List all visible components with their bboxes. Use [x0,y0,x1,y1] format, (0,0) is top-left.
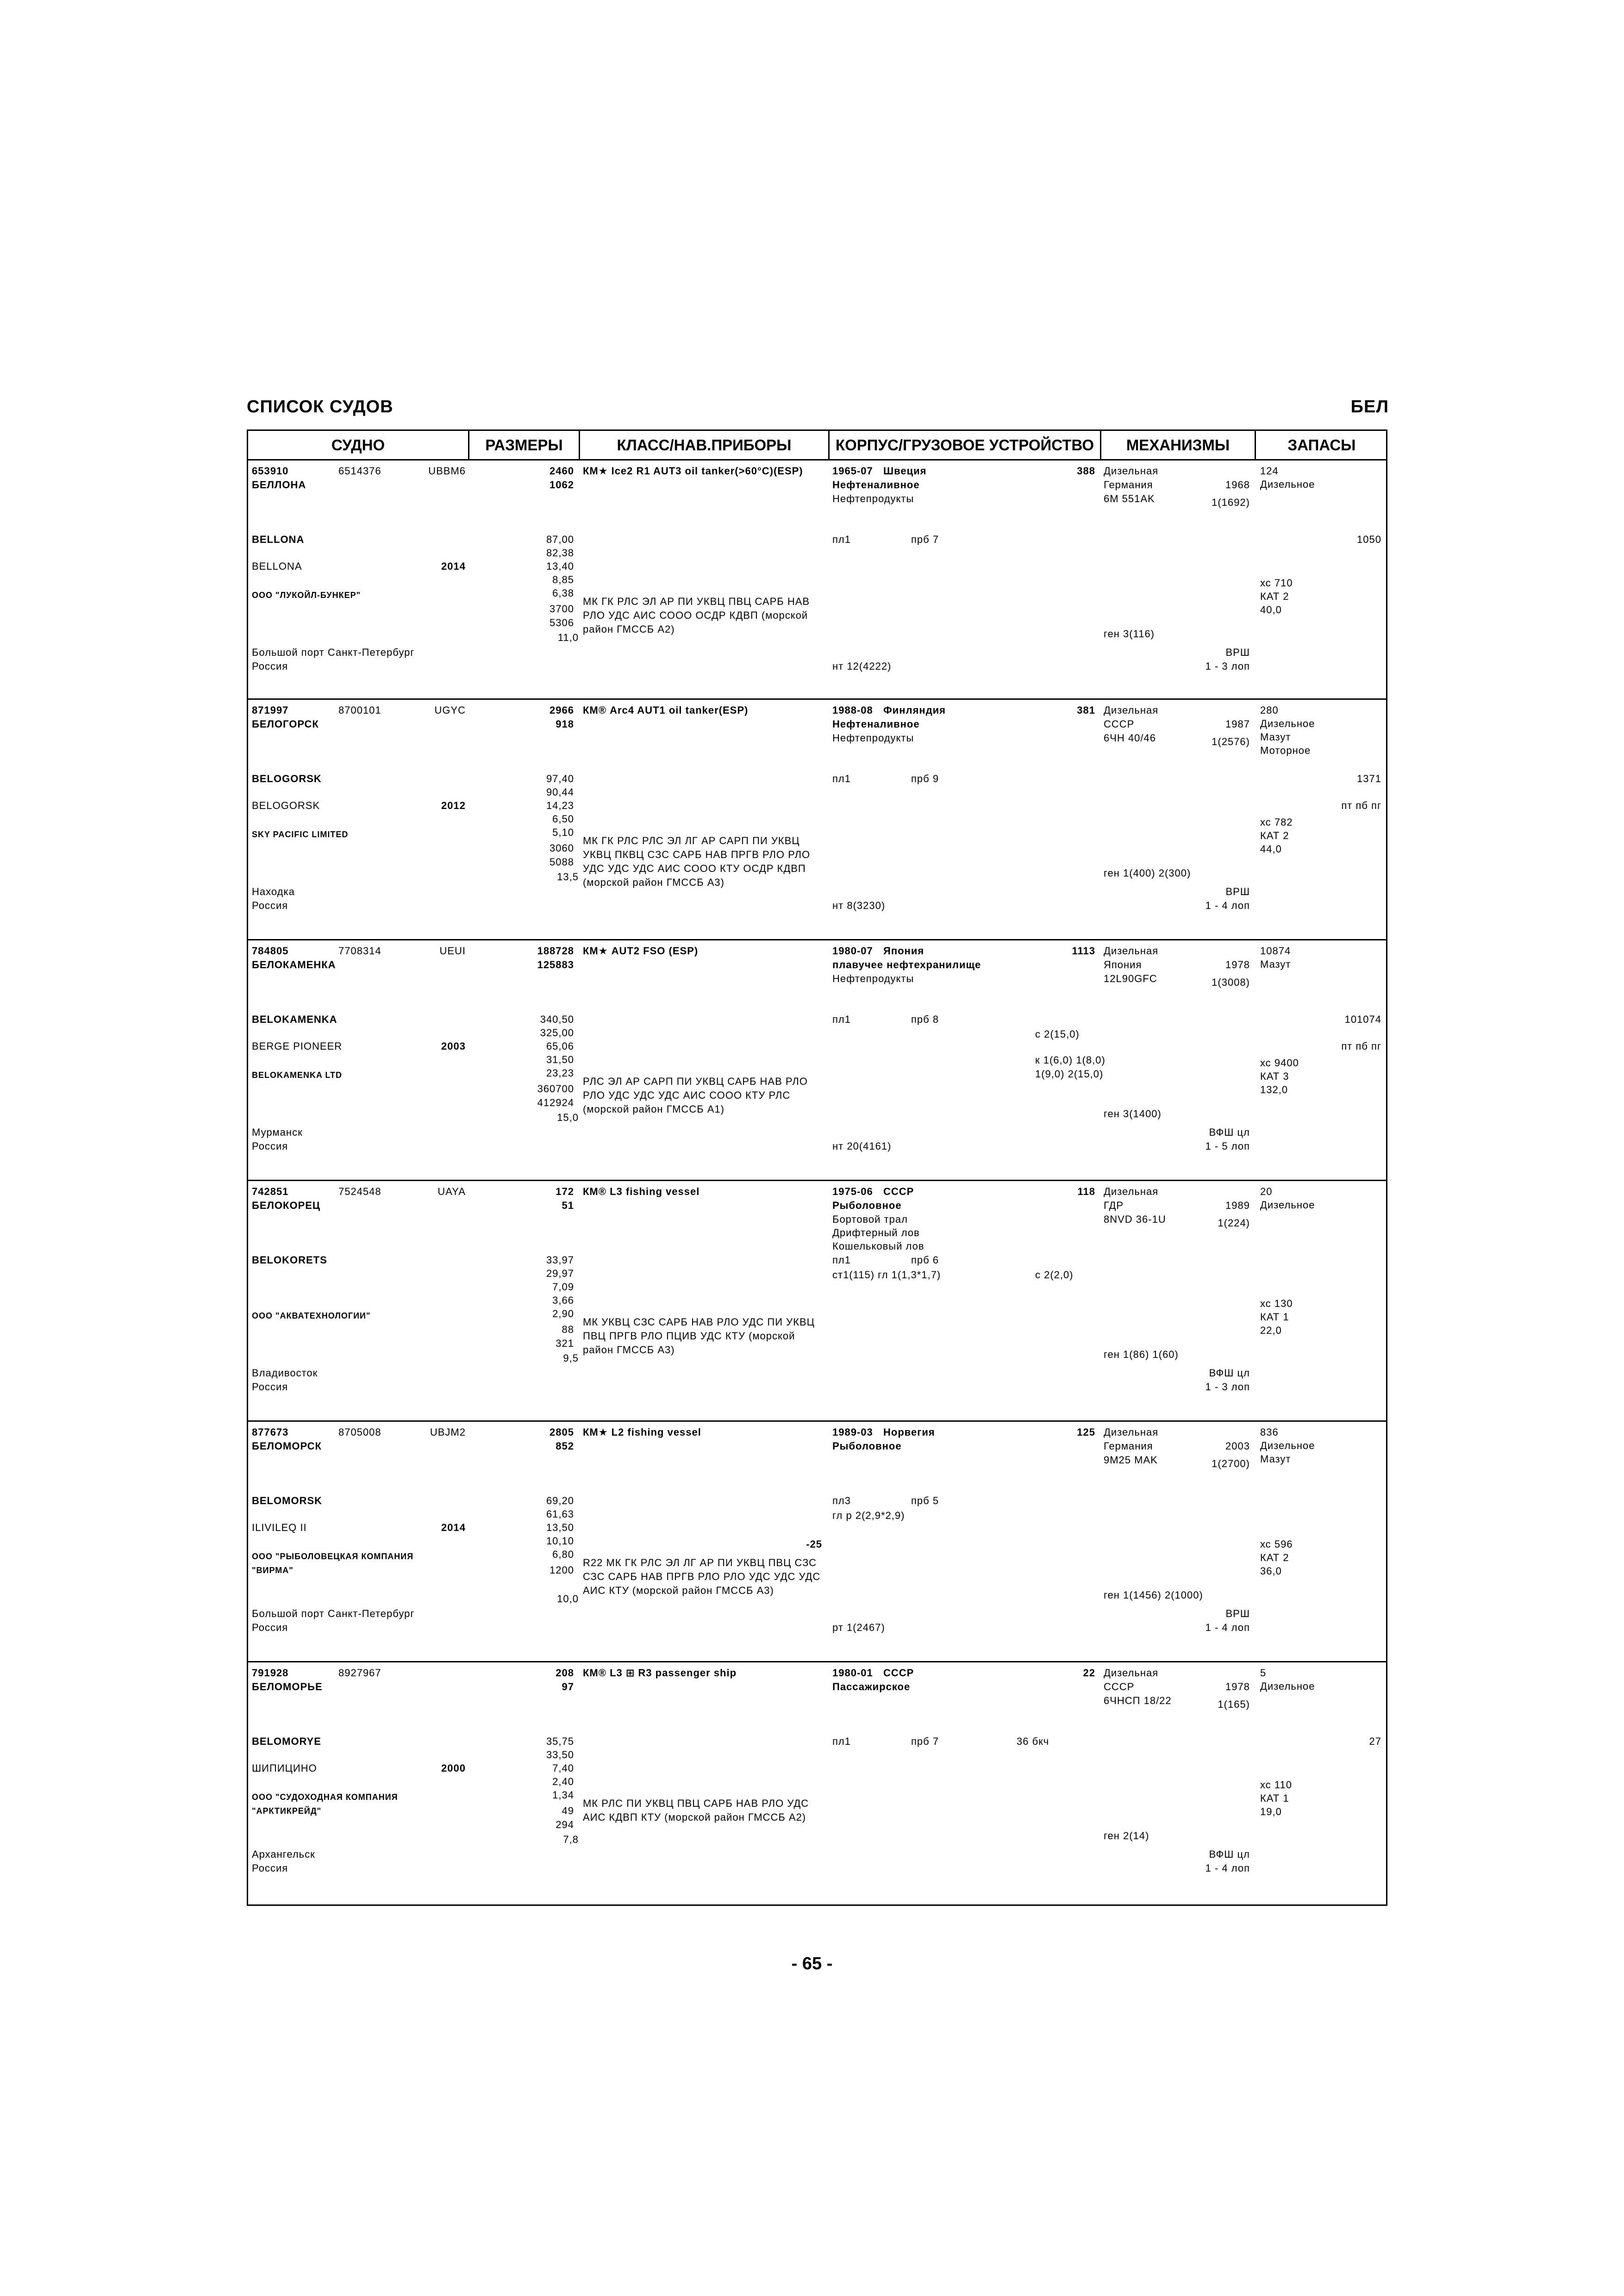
stores: КАТ 1 [1260,1792,1289,1804]
net-tonnage: 97 [562,1681,574,1692]
build-date: 1988-08 [832,704,873,716]
deadweight: 3700 [550,603,574,615]
hull-number: 118 [1077,1186,1095,1197]
holds: прб 7 [911,534,939,545]
cargo-item: Кошельковый лов [832,1240,924,1252]
stores: КАТ 2 [1260,1552,1289,1563]
stores: Мазут [1260,1453,1291,1465]
vessel-type: Рыболовное [832,1200,902,1211]
stores: КАТ 2 [1260,830,1289,841]
stores: 40,0 [1260,604,1282,616]
vessel-entry [248,460,1386,700]
vessel-name-lat: BELOGORSK [252,773,322,784]
vessel-entry [248,1662,1386,1906]
cranes: с 2(15,0) [1035,1028,1080,1040]
former-name: ШИПИЦИНО [252,1762,317,1774]
stores: 22,0 [1260,1325,1282,1336]
reg-number: 784805 [252,945,289,957]
propeller: 1 - 3 лоп [1205,660,1250,672]
hull-number: 22 [1083,1667,1095,1679]
nav-equipment: R22 МК ГК РЛС ЭЛ ЛГ АР ПИ УКВЦ ПВЦ СЗС СЗС САРБ НАВ ПРГВ РЛО РЛО УДС УДС УДС АИС КТУ (морской район ГМССБ А3) [583,1557,821,1596]
stores: пт пб пг [1341,800,1381,811]
speed: 10,0 [557,1593,579,1605]
nav-equipment: МК ГК РЛС ЭЛ АР ПИ УКВЦ ПВЦ САРБ НАВ РЛО УДС АИС СООО ОСДР КДВП (морской район ГМССБ А2) [583,596,810,635]
stores: 132,0 [1260,1084,1288,1095]
build-country: Швеция [883,465,927,477]
build-date: 1975-06 [832,1186,873,1197]
former-year: 2014 [441,1522,466,1533]
dimension: 325,00 [540,1027,574,1039]
section-label: БЕЛ [1350,397,1389,417]
engine-year: 1989 [1225,1200,1250,1211]
vessel-name-ru: БЕЛОКАМЕНКА [252,959,336,971]
stores: 10874 [1260,945,1291,957]
nav-equipment: РЛС ЭЛ АР САРП ПИ УКВЦ САРБ НАВ РЛО РЛО УДС УДС УДС АИС СООО КТУ РЛС (морской район ГМССБ А1) [583,1076,808,1115]
vessel-entry [248,1181,1386,1422]
imo-number: 7524548 [338,1186,381,1197]
vessel-type: плавучее нефтехранилище [832,959,981,971]
propulsion: ВФШ цл [1209,1367,1250,1379]
stores: 19,0 [1260,1806,1282,1817]
displacement: 5306 [550,617,574,628]
gross-tonnage: 2966 [550,704,574,716]
engine-power: 1(2576) [1212,736,1250,747]
speed: 7,8 [563,1834,579,1845]
cranes: к 1(6,0) 1(8,0) [1035,1054,1106,1066]
propeller: 1 - 4 лоп [1205,1622,1250,1633]
engine-type: Дизельная [1104,945,1159,957]
imo-number: 8705008 [338,1426,381,1438]
imo-number: 8700101 [338,704,381,716]
net-tonnage: 1062 [550,479,574,491]
build-country: Япония [883,945,924,957]
class-notation: КМ® L3 fishing vessel [583,1186,700,1197]
dimension: 5,10 [552,827,574,838]
build-country: СССР [883,1186,914,1197]
country: Россия [252,1381,288,1393]
vessel-name-ru: БЕЛОГОРСК [252,718,319,730]
holds: прб 8 [911,1014,939,1025]
decks: пл3 [832,1495,851,1506]
owner: SKY PACIFIC LIMITED [252,830,349,839]
ship-register-table [247,429,1387,1906]
engine-country: СССР [1104,718,1135,730]
build-date: 1989-03 [832,1426,873,1438]
deadweight: 49 [562,1805,574,1817]
nav-equipment: МК РЛС ПИ УКВЦ ПВЦ САРБ НАВ РЛО УДС АИС КДВП КТУ (морской район ГМССБ А2) [583,1798,809,1823]
stores: хс 782 [1260,816,1293,828]
dimension: 14,23 [546,800,574,811]
engine-model: 12L90GFC [1104,973,1157,984]
ice-temp: -25 [806,1538,822,1550]
engine-year: 2003 [1225,1440,1250,1452]
decks: пл1 [832,1014,851,1025]
country: Россия [252,900,288,911]
generators: ген 3(116) [1104,628,1155,640]
call-sign: UAYA [437,1186,466,1197]
stores: 1371 [1357,773,1381,784]
decks: пл1 [832,1736,851,1747]
stores: КАТ 2 [1260,591,1289,602]
tanks: нт 8(3230) [832,900,886,911]
engine-power: 1(224) [1218,1217,1250,1229]
hull-number: 388 [1077,465,1095,477]
speed: 11,0 [557,632,579,643]
class-notation: КМ® L3 ⊞ R3 passenger ship [583,1667,737,1679]
reg-number: 653910 [252,465,289,477]
engine-model: 6ЧНСП 18/22 [1104,1695,1172,1706]
column-header: КЛАСС/НАВ.ПРИБОРЫ [617,436,792,454]
column-header: КОРПУС/ГРУЗОВОЕ УСТРОЙСТВО [835,436,1094,454]
engine-power: 1(1692) [1212,497,1250,508]
net-tonnage: 51 [562,1200,574,1211]
stores: 836 [1260,1426,1279,1438]
propulsion: ВФШ цл [1209,1126,1250,1138]
build-date: 1980-07 [832,945,873,957]
build-country: Норвегия [883,1426,935,1438]
decks: пл1 [832,773,851,784]
dimension: 3,66 [552,1294,574,1306]
former-year: 2012 [441,800,466,811]
engine-country: Германия [1104,1440,1153,1452]
home-port: Владивосток [252,1367,318,1379]
dimension: 31,50 [546,1054,574,1065]
dimension: 6,50 [552,813,574,825]
call-sign: UBBM6 [428,465,466,477]
generators: ген 3(1400) [1104,1108,1162,1120]
cranes: 1(9,0) 2(15,0) [1035,1068,1104,1080]
vessel-type: Нефтеналивное [832,479,920,491]
imo-number: 8927967 [338,1667,381,1679]
column-header: СУДНО [331,436,385,454]
stores: 124 [1260,465,1279,477]
dimension: 340,50 [540,1014,574,1025]
propeller: 1 - 4 лоп [1205,900,1250,911]
stores: Мазут [1260,731,1291,743]
build-date: 1965-07 [832,465,873,477]
speed: 9,5 [563,1352,579,1364]
engine-power: 1(2700) [1212,1458,1250,1469]
stores: Моторное [1260,745,1311,756]
dimension: 7,40 [552,1762,574,1774]
dimension: 29,97 [546,1268,574,1279]
imo-number: 6514376 [338,465,381,477]
engine-type: Дизельная [1104,704,1159,716]
gear-extra: ст1(115) гл 1(1,3*1,7) [832,1269,941,1281]
former-year: 2000 [441,1762,466,1774]
decks: пл1 [832,534,851,545]
tanks: рт 1(2467) [832,1622,885,1633]
stores: 101074 [1344,1014,1381,1025]
dimension: 13,50 [546,1522,574,1533]
vessel-name-lat: BELOKORETS [252,1254,327,1266]
owner: ООО "АКВАТЕХНОЛОГИИ" [252,1311,371,1320]
home-port: Мурманск [252,1126,303,1138]
vessel-entry [248,700,1386,940]
stores: Дизельное [1260,1680,1315,1692]
reg-number: 877673 [252,1426,289,1438]
former-name: BERGE PIONEER [252,1040,343,1052]
call-sign: UBJM2 [430,1426,466,1438]
cargo-item: Нефтепродукты [832,493,914,504]
speed: 15,0 [557,1112,579,1123]
cargo-item: Бортовой трал [832,1213,908,1225]
owner: ООО "ЛУКОЙЛ-БУНКЕР" [252,591,361,600]
owner: BELOKAMENKA LTD [252,1070,342,1080]
engine-model: 6M 551AK [1104,493,1155,504]
vessel-name-ru: БЕЛОКОРЕЦ [252,1200,320,1211]
owner: ООО "РЫБОЛОВЕЦКАЯ КОМПАНИЯ "ВИРМА" [252,1552,414,1575]
speed: 13,5 [557,871,579,883]
dimension: 87,00 [546,534,574,545]
displacement: 412924 [537,1097,574,1108]
nav-equipment: МК ГК РЛС РЛС ЭЛ ЛГ АР САРП ПИ УКВЦ УКВЦ ПКВЦ СЗС САРБ НАВ ПРГВ РЛО РЛО УДС УДС УДС АИС СООО КТУ ОСДР КДВП (морской район ГМССБ А3) [583,835,811,888]
stores: 20 [1260,1186,1273,1197]
propulsion: ВФШ цл [1209,1848,1250,1860]
country: Россия [252,660,288,672]
stores: 36,0 [1260,1565,1282,1577]
dimension: 8,85 [552,574,574,585]
nav-equipment: МК УКВЦ СЗС САРБ НАВ РЛО УДС ПИ УКВЦ ПВЦ ПРГВ РЛО ПЦИВ УДС КТУ (морской район ГМССБ А3) [583,1316,815,1356]
propulsion: ВРШ [1225,647,1250,658]
displacement: 321 [556,1338,574,1349]
stores: Дизельное [1260,718,1315,729]
page-number: - 65 - [791,1954,833,1973]
engine-type: Дизельная [1104,1426,1159,1438]
gross-tonnage: 2460 [550,465,574,477]
stores: Мазут [1260,958,1291,970]
holds: прб 6 [911,1254,939,1266]
stores: хс 9400 [1260,1057,1299,1069]
propulsion: ВРШ [1225,1608,1250,1619]
stores: КАТ 3 [1260,1070,1289,1082]
propeller: 1 - 4 лоп [1205,1862,1250,1874]
dimension: 2,40 [552,1776,574,1787]
stores: 280 [1260,704,1279,716]
hull-number: 1113 [1072,945,1095,957]
stores: 27 [1369,1736,1381,1747]
vessel-name-ru: БЕЛОМОРЬЕ [252,1681,323,1692]
home-port: Находка [252,886,295,897]
generators: ген 1(86) 1(60) [1104,1349,1179,1360]
passengers: 36 бкч [1017,1736,1049,1747]
stores: пт пб пг [1341,1040,1381,1052]
column-header: МЕХАНИЗМЫ [1126,436,1230,454]
dimension: 1,34 [552,1789,574,1801]
engine-type: Дизельная [1104,1186,1159,1197]
deadweight: 360700 [537,1083,574,1095]
engine-model: 9M25 MAK [1104,1454,1158,1466]
owner: ООО "СУДОХОДНАЯ КОМПАНИЯ "АРКТИКРЕЙД" [252,1792,398,1816]
engine-type: Дизельная [1104,1667,1159,1679]
country: Россия [252,1140,288,1152]
reg-number: 791928 [252,1667,289,1679]
vessel-name-lat: BELOMORSK [252,1495,322,1506]
vessel-name-lat: BELOMORYE [252,1736,321,1747]
vessel-name-lat: BELOKAMENKA [252,1014,337,1025]
vessel-entry [248,1422,1386,1662]
engine-year: 1978 [1225,959,1250,971]
engine-country: Германия [1104,479,1153,491]
stores: Дизельное [1260,479,1315,490]
class-notation: КМ★ L2 fishing vessel [583,1426,701,1438]
build-country: Финляндия [883,704,946,716]
engine-power: 1(165) [1218,1699,1250,1710]
reg-number: 742851 [252,1186,289,1197]
stores: Дизельное [1260,1440,1315,1451]
former-year: 2014 [441,560,466,572]
class-notation: КМ★ Ice2 R1 AUT3 oil tanker(>60°C)(ESP) [583,465,803,477]
gross-tonnage: 172 [556,1186,574,1197]
dimension: 90,44 [546,786,574,798]
dimension: 33,50 [546,1749,574,1761]
vessel-type: Рыболовное [832,1440,902,1452]
gross-tonnage: 2805 [550,1426,574,1438]
stores: хс 110 [1260,1779,1292,1791]
gross-tonnage: 188728 [537,945,574,957]
class-notation: КМ★ AUT2 FSO (ESP) [583,945,699,957]
engine-country: ГДР [1104,1200,1124,1211]
class-notation: КМ® Arc4 AUT1 oil tanker(ESP) [583,704,749,716]
vessel-entry [248,940,1386,1181]
column-header: ЗАПАСЫ [1287,436,1356,454]
dimension: 69,20 [546,1495,574,1506]
call-sign: UGYC [434,704,466,716]
hull-number: 125 [1077,1426,1095,1438]
tanks: нт 20(4161) [832,1140,892,1152]
deadweight: 88 [562,1324,574,1335]
engine-power: 1(3008) [1212,977,1250,988]
tanks: нт 12(4222) [832,660,892,672]
vessel-type: Нефтеналивное [832,718,920,730]
net-tonnage: 852 [556,1440,574,1452]
engine-country: СССР [1104,1681,1135,1692]
generators: ген 1(400) 2(300) [1104,867,1191,879]
vessel-type: Пассажирское [832,1681,911,1692]
country: Россия [252,1622,288,1633]
holds: прб 5 [911,1495,939,1506]
propeller: 1 - 5 лоп [1205,1140,1250,1152]
dimension: 65,06 [546,1040,574,1052]
former-name: BELOGORSK [252,800,320,811]
vessel-name-lat: BELLONA [252,534,305,545]
engine-year: 1978 [1225,1681,1250,1692]
stores: 44,0 [1260,843,1282,855]
dimension: 23,23 [546,1067,574,1079]
build-date: 1980-01 [832,1667,873,1679]
page-title: СПИСОК СУДОВ [247,397,394,417]
engine-year: 1968 [1225,479,1250,491]
dimension: 6,38 [552,587,574,599]
engine-model: 8NVD 36-1U [1104,1213,1166,1225]
gross-tonnage: 208 [556,1667,574,1679]
dimension: 10,10 [546,1535,574,1547]
home-port: Архангельск [252,1848,315,1860]
vessel-name-ru: БЕЛЛОНА [252,479,306,491]
former-year: 2003 [441,1040,466,1052]
stores: 5 [1260,1667,1267,1679]
net-tonnage: 125883 [537,959,574,971]
dimension: 6,80 [552,1549,574,1560]
stores: 1050 [1357,534,1381,545]
cargo-item: Дрифтерный лов [832,1227,920,1238]
hull-number: 381 [1077,704,1095,716]
table-header [248,431,1386,460]
displacement: 5088 [550,856,574,868]
dimension: 61,63 [546,1508,574,1520]
dimension: 33,97 [546,1254,574,1266]
dimension: 35,75 [546,1736,574,1747]
cranes: с 2(2,0) [1035,1269,1074,1281]
deadweight: 3060 [550,842,574,854]
engine-type: Дизельная [1104,465,1159,477]
reg-number: 871997 [252,704,289,716]
country: Россия [252,1862,288,1874]
former-name: ILIVILEQ II [252,1522,307,1533]
stores: Дизельное [1260,1199,1315,1211]
generators: ген 1(1456) 2(1000) [1104,1589,1203,1601]
propeller: 1 - 3 лоп [1205,1381,1250,1393]
engine-model: 6ЧН 40/46 [1104,732,1156,744]
stores: хс 130 [1260,1298,1293,1309]
cargo-item: Нефтепродукты [832,973,914,984]
generators: ген 2(14) [1104,1830,1149,1842]
gear-extra: гл р 2(2,9*2,9) [832,1510,905,1521]
engine-year: 1987 [1225,718,1250,730]
column-header: РАЗМЕРЫ [485,436,563,454]
stores: хс 710 [1260,577,1293,589]
imo-number: 7708314 [338,945,381,957]
home-port: Большой порт Санкт-Петербург [252,647,415,658]
former-name: BELLONA [252,560,302,572]
holds: прб 9 [911,773,939,784]
vessel-name-ru: БЕЛОМОРСК [252,1440,322,1452]
stores: хс 596 [1260,1538,1293,1550]
home-port: Большой порт Санкт-Петербург [252,1608,415,1619]
dimension: 13,40 [546,560,574,572]
deadweight: 1200 [550,1564,574,1576]
dimension: 7,09 [552,1281,574,1293]
engine-country: Япония [1104,959,1142,971]
dimension: 82,38 [546,547,574,559]
call-sign: UEUI [439,945,466,957]
build-country: СССР [883,1667,914,1679]
holds: прб 7 [911,1736,939,1747]
decks: пл1 [832,1254,851,1266]
cargo-item: Нефтепродукты [832,732,914,744]
propulsion: ВРШ [1225,886,1250,897]
displacement: 294 [556,1819,574,1830]
dimension: 2,90 [552,1308,574,1319]
net-tonnage: 918 [556,718,574,730]
stores: КАТ 1 [1260,1311,1289,1323]
dimension: 97,40 [546,773,574,784]
